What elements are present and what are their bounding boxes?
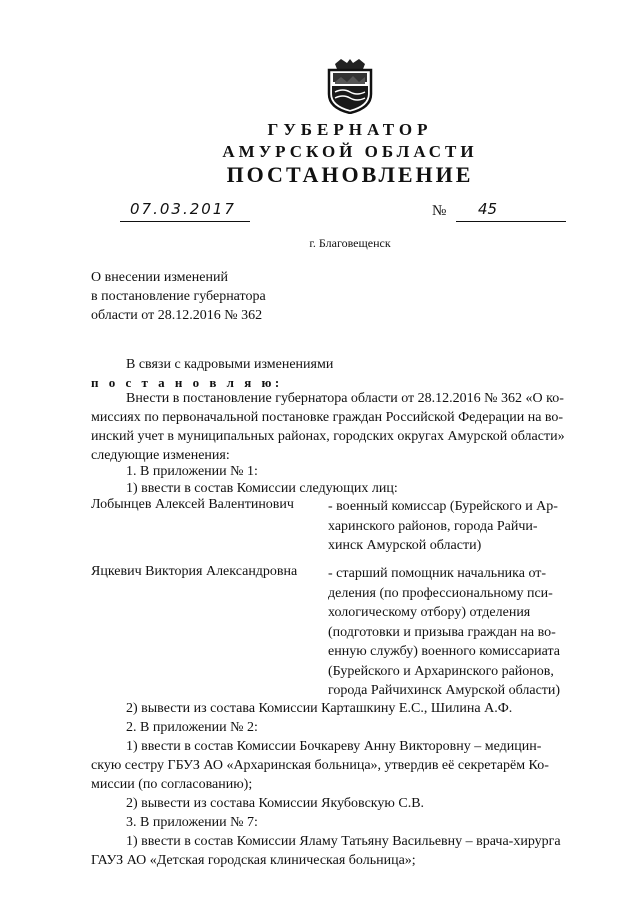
paragraph-line: следующие изменения:: [91, 448, 230, 463]
subject-line: в постановление губернатора: [91, 289, 266, 304]
list-item: 2) вывести из состава Комиссии Карташкину Е.С., Шилина А.Ф.: [126, 701, 513, 716]
document-subject: [91, 268, 266, 325]
section-heading: 2. В приложении № 2:: [126, 720, 258, 735]
number-sign: №: [432, 203, 447, 219]
list-item: 2) вывести из состава Комиссии Якубовскую С.В.: [126, 796, 425, 811]
list-item: 1) ввести в состав Комиссии следующих лиц:: [126, 481, 398, 496]
intro-text: В связи с кадровыми изменениями: [126, 357, 334, 372]
document-number: 45: [456, 200, 566, 222]
paragraph-line: инский учет в муниципальных районах, городских округах Амурской области»: [91, 429, 565, 444]
person-name: Яцкевич Виктория Александровна: [91, 564, 298, 579]
description-line: города Райчихинск Амурской области): [328, 683, 561, 698]
decree-word: п о с т а н о в л я ю:: [91, 375, 283, 390]
description-line: харинского районов, города Райчи-: [328, 518, 538, 534]
description-line: енную службу) военного комиссариата: [328, 644, 561, 659]
authority-region: АМУРСКОЙ ОБЛАСТИ: [222, 142, 478, 161]
section-heading: 3. В приложении № 7:: [126, 815, 258, 830]
document-date: 07.03.2017: [120, 200, 250, 222]
description-line: (Бурейского и Архаринского районов,: [328, 663, 554, 679]
subject-line: О внесении изменений: [91, 270, 228, 285]
list-item-continuation: миссии (по согласованию);: [91, 777, 253, 792]
description-line: - военный комиссар (Бурейского и Ар-: [328, 499, 558, 514]
paragraph-line: Внести в постановление губернатора области от 28.12.2016 № 362 «О ко-: [126, 391, 564, 406]
description-line: - старший помощник начальника от-: [328, 566, 547, 581]
paragraph-line: миссиях по первоначальной постановке граждан Российской Федерации на во-: [91, 410, 564, 425]
person-description: [328, 564, 560, 701]
person-description: [328, 497, 558, 556]
description-line: деления (по профессиональному пси-: [328, 585, 553, 601]
coat-of-arms-icon: [325, 58, 375, 114]
subject-line: области от 28.12.2016 № 362: [91, 308, 263, 323]
description-line: (подготовки и призыва граждан на во-: [328, 624, 556, 640]
list-item-continuation: скую сестру ГБУЗ АО «Архаринская больница», утвердив её секретарём Ко-: [91, 758, 549, 773]
list-item: 1) ввести в состав Комиссии Бочкареву Анну Викторовну – медицин-: [126, 739, 542, 754]
city: г. Благовещенск: [309, 236, 391, 250]
description-line: хинск Амурской области): [328, 538, 482, 553]
document-type-title: ПОСТАНОВЛЕНИЕ: [226, 162, 474, 187]
description-line: хологическому отбору) отделения: [328, 605, 531, 620]
list-item-continuation: ГАУЗ АО «Детская городская клиническая больница»;: [91, 853, 416, 868]
person-name: Лобынцев Алексей Валентинович: [91, 497, 294, 512]
list-item: 1) ввести в состав Комиссии Яламу Татьяну Васильевну – врача-хирурга: [126, 834, 561, 849]
section-heading: 1. В приложении № 1:: [126, 464, 258, 479]
authority-title: ГУБЕРНАТОР: [267, 120, 433, 139]
